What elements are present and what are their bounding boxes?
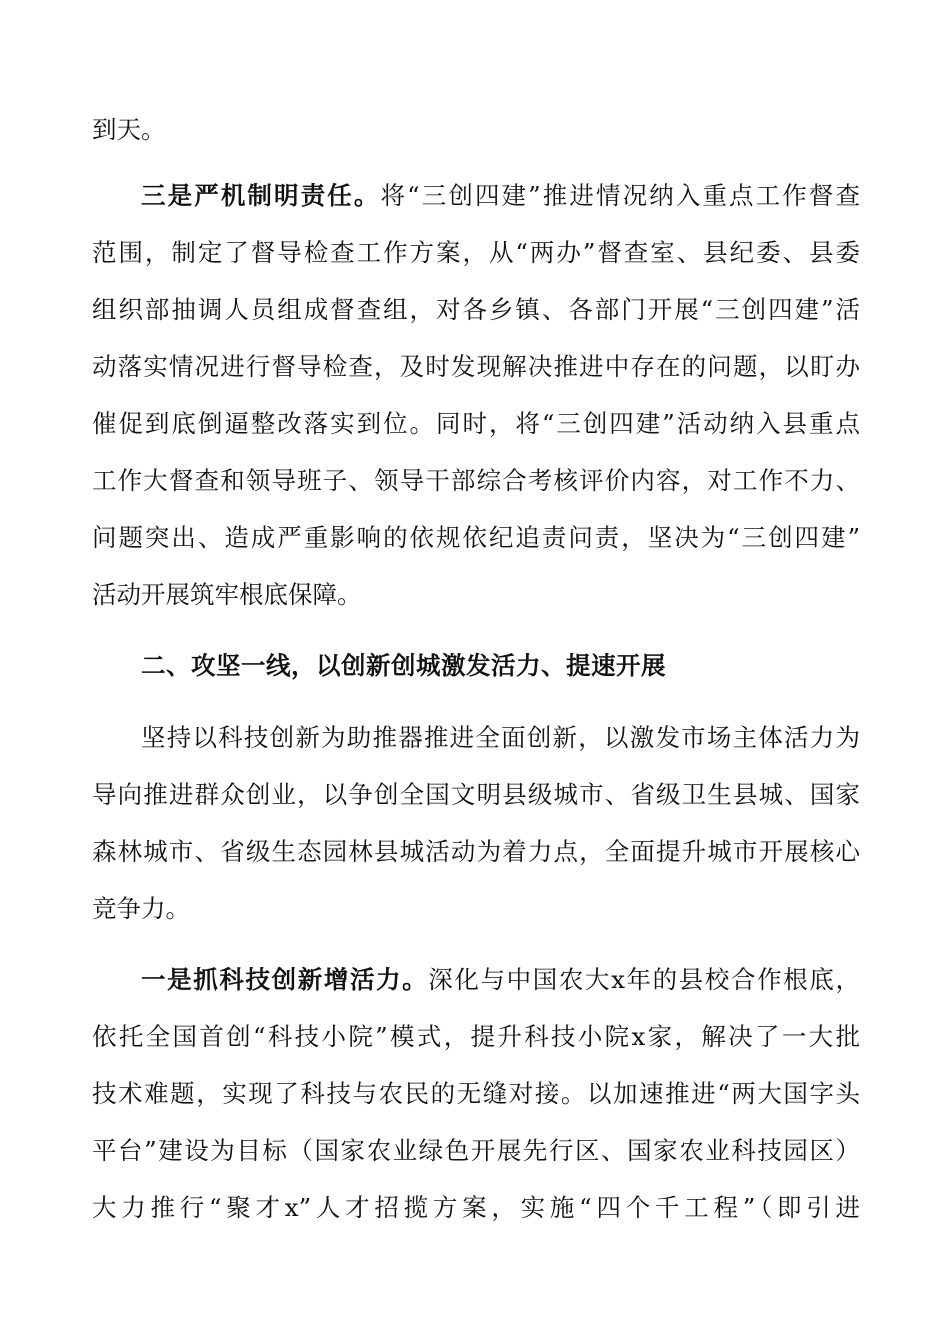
text-line: 竞争力。 [92, 894, 190, 923]
text-line: 催促到底倒逼整改落实到位。同时，将“三创四建”活动纳入县重点 [92, 409, 860, 438]
text-line: 范围，制定了督导检查工作方案，从“两办”督查室、县纪委、县委 [92, 238, 860, 267]
paragraph-lead: 三是严机制明责任。 [141, 181, 381, 210]
text-line: 工作大督查和领导班子、领导干部综合考核评价内容，对工作不力、 [92, 466, 860, 495]
paragraph-first-line: 三是严机制明责任。将“三创四建”推进情况纳入重点工作督查 [141, 181, 860, 210]
text-line: 活动开展筑牢根底保障。 [92, 580, 362, 609]
text-line: 到天。 [92, 115, 166, 144]
text-line: 技术难题，实现了科技与农民的无缝对接。以加速推进“两大国字头 [92, 1079, 860, 1108]
paragraph-lead: 一是抓科技创新增活力。 [141, 965, 429, 994]
text-line: 组织部抽调人员组成督查组，对各乡镇、各部门开展“三创四建”活 [92, 295, 860, 324]
text-line: 平台”建设为目标（国家农业绿色开展先行区、国家农业科技园区） [92, 1136, 860, 1165]
text-line: 问题突出、造成严重影响的依规依纪追责问责，坚决为“三创四建” [92, 523, 860, 552]
paragraph-first-line: 坚持以科技创新为助推器推进全面创新，以激发市场主体活力为 [141, 723, 860, 752]
paragraph-first-line: 一是抓科技创新增活力。深化与中国农大x年的县校合作根底， [141, 965, 860, 994]
section-heading: 二、攻坚一线，以创新创城激发活力、提速开展 [141, 651, 666, 680]
text-line: 导向推进群众创业，以争创全国文明县级城市、省级卫生县城、国家 [92, 780, 860, 809]
text-line: 动落实情况进行督导检查，及时发现解决推进中存在的问题，以盯办 [92, 352, 860, 381]
text-line: 大力推行“聚才x”人才招揽方案，实施“四个千工程”（即引进 [92, 1193, 860, 1222]
text-line: 森林城市、省级生态园林县城活动为着力点，全面提升城市开展核心 [92, 837, 860, 866]
text-line: 依托全国首创“科技小院”模式，提升科技小院x家，解决了一大批 [92, 1022, 860, 1051]
